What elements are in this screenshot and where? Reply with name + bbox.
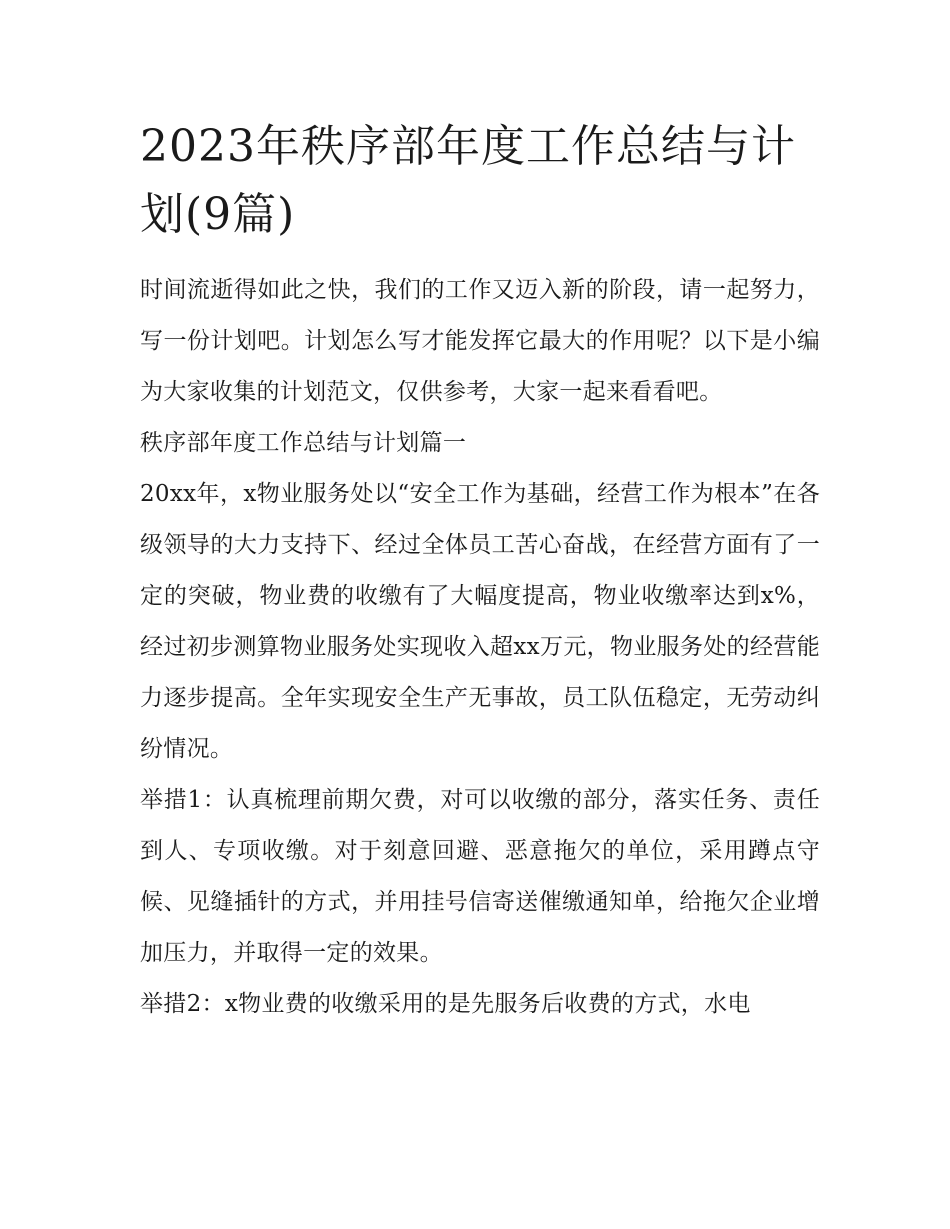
measure-1-paragraph: 举措1：认真梳理前期欠费，对可以收缴的部分，落实任务、责任到人、专项收缴。对于刻意回避、恶意拖欠的单位，采用蹲点守候、见缝插针的方式，并用挂号信寄送催缴通知单，给拖欠企业增加压力，并取得一定的效果。 bbox=[140, 787, 820, 966]
intro-paragraph: 时间流逝得如此之快，我们的工作又迈入新的阶段，请一起努力，写一份计划吧。计划怎么写才能发挥它最大的作用呢？以下是小编为大家收集的计划范文，仅供参考，大家一起来看看吧。 bbox=[140, 277, 820, 405]
measure-2-paragraph: 举措2：x物业费的收缴采用的是先服务后收费的方式，水电 bbox=[140, 991, 751, 1017]
document-body bbox=[140, 265, 820, 1030]
document-content bbox=[140, 113, 820, 1030]
body-paragraph: 20xx年，x物业服务处以“安全工作为基础，经营工作为根本”在各级领导的大力支持下、经过全体员工苦心奋战，在经营方面有了一定的突破，物业费的收缴有了大幅度提高，物业收缴率达到x%，经过初步测算物业服务处实现收入超xx万元，物业服务处的经营能力逐步提高。全年实现安全生产无事故，员工队伍稳定，无劳动纠纷情况。 bbox=[140, 481, 820, 762]
document-title: 2023年秩序部年度工作总结与计划(9篇) bbox=[140, 121, 796, 240]
section-heading: 秩序部年度工作总结与计划篇一 bbox=[140, 430, 467, 456]
